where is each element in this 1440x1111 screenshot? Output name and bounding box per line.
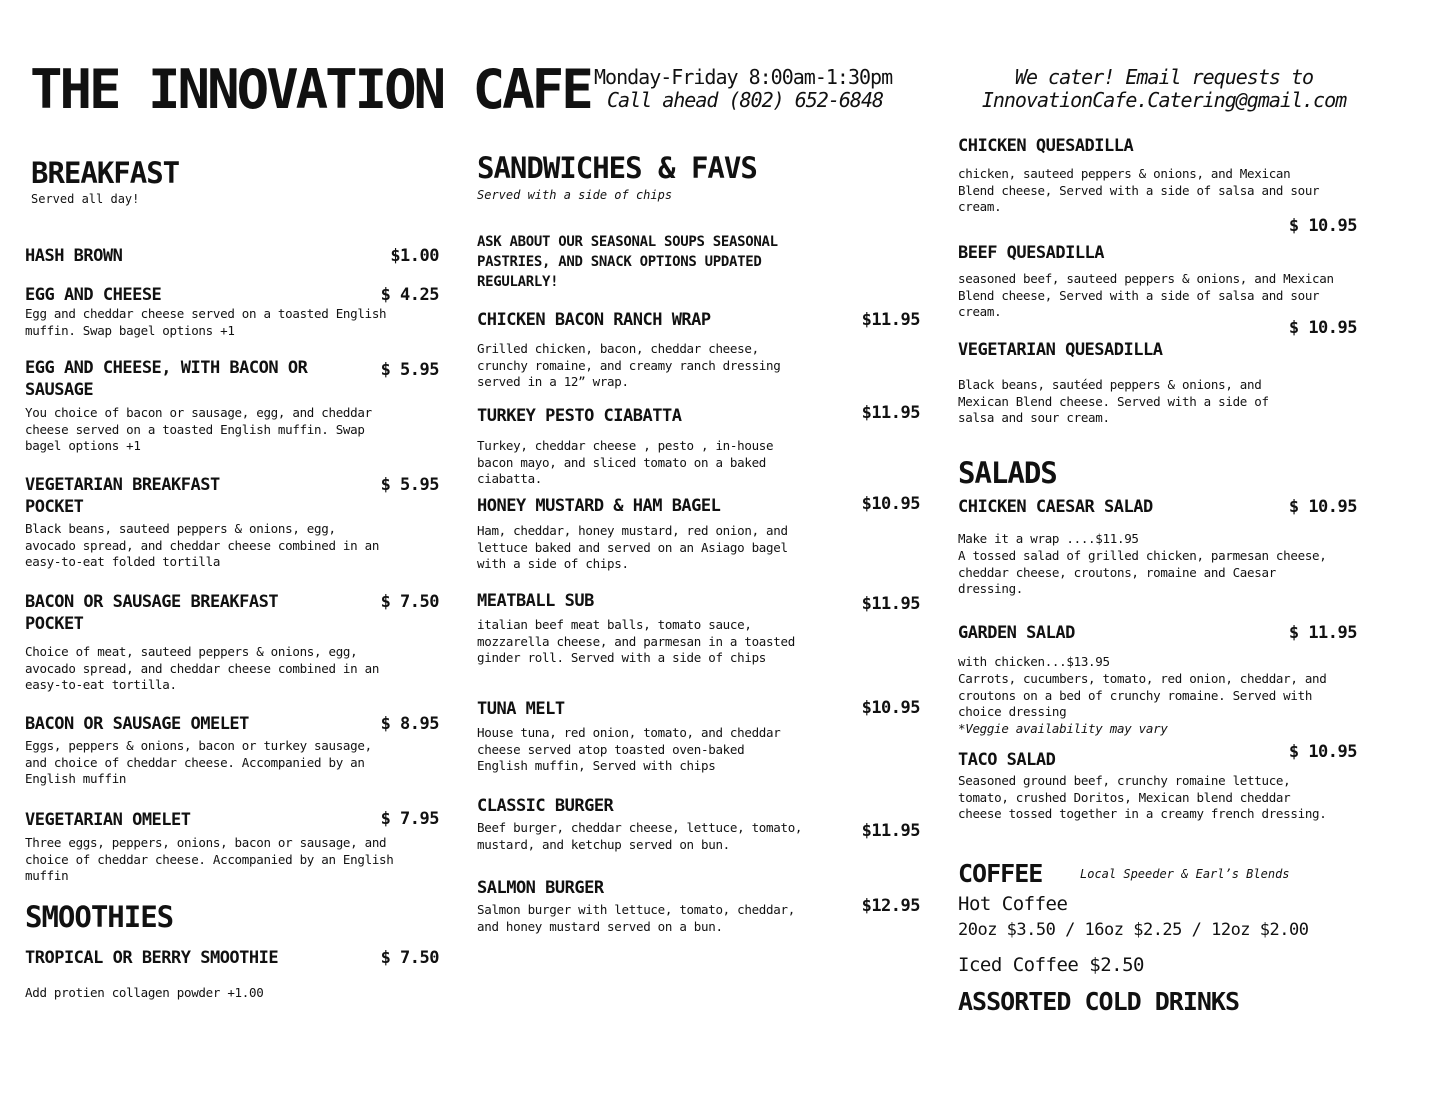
menu-item-description: Black beans, sautéed peppers & onions, and Mexican Blend cheese. Served with a side of salsa and sour cream. bbox=[958, 377, 1269, 425]
menu-item-description: Salmon burger with lettuce, tomato, cheddar, and honey mustard served on a bun. bbox=[477, 902, 795, 934]
seasonal-notice: ASK ABOUT OUR SEASONAL SOUPS SEASONAL PASTRIES, AND SNACK OPTIONS UPDATED REGULARLY! bbox=[477, 234, 778, 290]
menu-item-name: EGG AND CHEESE bbox=[25, 285, 162, 305]
menu-item-price: $ 5.95 bbox=[380, 360, 439, 380]
menu-item-name: BACON OR SAUSAGE BREAKFAST POCKET bbox=[25, 592, 279, 634]
menu-item-price: $ 10.95 bbox=[1288, 318, 1357, 338]
menu-item-description: Three eggs, peppers, onions, bacon or sausage, and choice of cheddar cheese. Accompanied by an English muffin bbox=[25, 835, 394, 883]
menu-item-name: CHICKEN BACON RANCH WRAP bbox=[477, 310, 711, 330]
sandwiches-heading: SANDWICHES & FAVS bbox=[477, 151, 757, 185]
catering-block bbox=[958, 66, 1370, 112]
menu-item-note: *Veggie availability may vary bbox=[958, 721, 1168, 736]
iced-coffee: Iced Coffee $2.50 bbox=[958, 954, 1144, 976]
menu-item-extra: with chicken...$13.95 bbox=[958, 654, 1110, 669]
hours-block bbox=[594, 66, 892, 112]
menu-item-description: Egg and cheddar cheese served on a toasted English muffin. Swap bagel options +1 bbox=[25, 306, 387, 338]
menu-item-name: MEATBALL SUB bbox=[477, 591, 594, 611]
menu-item-price: $ 7.50 bbox=[380, 592, 439, 612]
menu-item-description: Black beans, sauteed peppers & onions, egg, avocado spread, and cheddar cheese combined in an easy-to-eat folded tortilla bbox=[25, 521, 380, 569]
menu-item-price: $1.00 bbox=[390, 246, 439, 266]
menu-item-price: $11.95 bbox=[861, 594, 920, 614]
menu-item-name: TACO SALAD bbox=[958, 750, 1056, 770]
menu-item-description: Turkey, cheddar cheese , pesto , in-house bacon mayo, and sliced tomato on a baked ciabatta. bbox=[477, 438, 774, 486]
menu-item-description: A tossed salad of grilled chicken, parmesan cheese, cheddar cheese, croutons, romaine and Caesar dressing. bbox=[958, 548, 1327, 596]
menu-item-price: $ 8.95 bbox=[380, 714, 439, 734]
menu-item-price: $10.95 bbox=[861, 494, 920, 514]
breakfast-subtitle: Served all day! bbox=[31, 192, 140, 206]
menu-item-price: $11.95 bbox=[861, 403, 920, 423]
menu-item-name: HASH BROWN bbox=[25, 246, 123, 266]
menu-item-price: $11.95 bbox=[861, 821, 920, 841]
menu-item-price: $12.95 bbox=[861, 896, 920, 916]
menu-item-name: TURKEY PESTO CIABATTA bbox=[477, 406, 682, 426]
smoothies-heading: SMOOTHIES bbox=[25, 900, 174, 934]
menu-item-description: italian beef meat balls, tomato sauce, mozzarella cheese, and parmesan in a toasted ginder roll. Served with a side of chips bbox=[477, 617, 795, 665]
menu-item-name: SALMON BURGER bbox=[477, 878, 604, 898]
menu-item-price: $ 10.95 bbox=[1288, 742, 1357, 762]
salads-heading: SALADS bbox=[958, 456, 1057, 490]
menu-item-price: $ 7.50 bbox=[380, 948, 439, 968]
hot-coffee-label: Hot Coffee bbox=[958, 893, 1068, 915]
menu-item-price: $ 10.95 bbox=[1288, 216, 1357, 236]
menu-item-description: Choice of meat, sauteed peppers & onions, egg, avocado spread, and cheddar cheese combined in an easy-to-eat tortilla. bbox=[25, 644, 380, 692]
menu-item-description: Carrots, cucumbers, tomato, red onion, cheddar, and croutons on a bed of crunchy romaine. Served with choice dressing bbox=[958, 671, 1327, 719]
menu-item-description: Grilled chicken, bacon, cheddar cheese, crunchy romaine, and creamy ranch dressing served in a 12” wrap. bbox=[477, 341, 781, 389]
sandwiches-subtitle: Served with a side of chips bbox=[477, 188, 673, 202]
menu-item-name: VEGETARIAN BREAKFAST POCKET bbox=[25, 475, 220, 517]
menu-item-extra: Make it a wrap ....$11.95 bbox=[958, 531, 1139, 546]
breakfast-heading: BREAKFAST bbox=[31, 156, 180, 190]
menu-item-description: Ham, cheddar, honey mustard, red onion, and lettuce baked and served on an Asiago bagel with a side of chips. bbox=[477, 523, 788, 571]
menu-item-name: BEEF QUESADILLA bbox=[958, 243, 1105, 263]
menu-item-price: $ 7.95 bbox=[380, 809, 439, 829]
menu-item-name: CHICKEN QUESADILLA bbox=[958, 136, 1134, 156]
hours-text: Monday-Friday 8:00am-1:30pm bbox=[594, 65, 893, 89]
menu-item-description: House tuna, red onion, tomato, and cheddar cheese served atop toasted oven-baked English muffin, Served with chips bbox=[477, 725, 781, 773]
menu-item-price: $ 4.25 bbox=[380, 285, 439, 305]
cafe-title: THE INNOVATION CAFE bbox=[30, 58, 591, 121]
menu-item-name: BACON OR SAUSAGE OMELET bbox=[25, 714, 249, 734]
menu-item-price: $11.95 bbox=[861, 310, 920, 330]
phone-text: Call ahead (802) 652-6848 bbox=[607, 88, 884, 112]
menu-item-name: VEGETARIAN OMELET bbox=[25, 810, 191, 830]
menu-item-description: chicken, sauteed peppers & onions, and Mexican Blend cheese, Served with a side of salsa and sour cream. bbox=[958, 166, 1320, 214]
menu-item-name: VEGETARIAN QUESADILLA bbox=[958, 340, 1163, 360]
menu-item-name: CHICKEN CAESAR SALAD bbox=[958, 497, 1153, 517]
menu-item-name: CLASSIC BURGER bbox=[477, 796, 614, 816]
hot-coffee-sizes: 20oz $3.50 / 16oz $2.25 / 12oz $2.00 bbox=[958, 920, 1309, 940]
menu-item-price: $ 5.95 bbox=[380, 475, 439, 495]
menu-item-name: TROPICAL OR BERRY SMOOTHIE bbox=[25, 948, 279, 968]
coffee-heading: COFFEE bbox=[958, 859, 1043, 888]
menu-item-price: $ 11.95 bbox=[1288, 623, 1357, 643]
cold-drinks-heading: ASSORTED COLD DRINKS bbox=[958, 987, 1240, 1016]
menu-item-description: Seasoned ground beef, crunchy romaine lettuce, tomato, crushed Doritos, Mexican blend cheddar cheese tossed together in a creamy french dressing. bbox=[958, 773, 1327, 821]
menu-item-description: You choice of bacon or sausage, egg, and cheddar cheese served on a toasted English muffin. Swap bagel options +1 bbox=[25, 405, 372, 453]
menu-item-description: Beef burger, cheddar cheese, lettuce, tomato, mustard, and ketchup served on bun. bbox=[477, 820, 803, 852]
menu-item-price: $10.95 bbox=[861, 698, 920, 718]
menu-item-name: TUNA MELT bbox=[477, 699, 565, 719]
menu-item-description: Add protien collagen powder +1.00 bbox=[25, 985, 264, 1000]
menu-item-price: $ 10.95 bbox=[1288, 497, 1357, 517]
menu-item-description: seasoned beef, sauteed peppers & onions, and Mexican Blend cheese, Served with a side of salsa and sour cream. bbox=[958, 271, 1334, 319]
menu-item-name: HONEY MUSTARD & HAM BAGEL bbox=[477, 496, 721, 516]
menu-item-name: GARDEN SALAD bbox=[958, 623, 1075, 643]
catering-email: InnovationCafe.Catering@gmail.com bbox=[981, 88, 1347, 112]
catering-text: We cater! Email requests to bbox=[1014, 65, 1314, 89]
coffee-blends: Local Speeder & Earl’s Blends bbox=[1080, 867, 1290, 881]
menu-item-name: EGG AND CHEESE, WITH BACON OR SAUSAGE bbox=[25, 358, 308, 400]
menu-item-description: Eggs, peppers & onions, bacon or turkey sausage, and choice of cheddar cheese. Accompanied by an English muffin bbox=[25, 738, 372, 786]
